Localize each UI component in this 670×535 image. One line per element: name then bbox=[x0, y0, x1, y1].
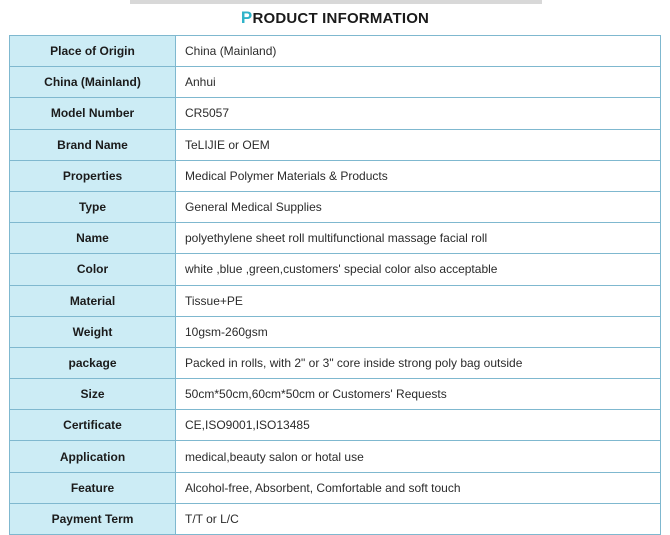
table-row bbox=[10, 160, 661, 191]
row-label: Size bbox=[10, 379, 176, 410]
top-divider-strip bbox=[130, 0, 542, 4]
row-label: Model Number bbox=[10, 98, 176, 129]
row-value: Medical Polymer Materials & Products bbox=[176, 160, 661, 191]
table-row bbox=[10, 347, 661, 378]
row-label: Material bbox=[10, 285, 176, 316]
row-value: CE,ISO9001,ISO13485 bbox=[176, 410, 661, 441]
row-label: China (Mainland) bbox=[10, 67, 176, 98]
table-row bbox=[10, 67, 661, 98]
row-label: Payment Term bbox=[10, 503, 176, 534]
row-value: General Medical Supplies bbox=[176, 191, 661, 222]
table-row bbox=[10, 379, 661, 410]
table-row bbox=[10, 36, 661, 67]
row-label: package bbox=[10, 347, 176, 378]
table-row bbox=[10, 441, 661, 472]
row-label: Color bbox=[10, 254, 176, 285]
row-label: Place of Origin bbox=[10, 36, 176, 67]
row-value: Anhui bbox=[176, 67, 661, 98]
table-row bbox=[10, 98, 661, 129]
row-value: CR5057 bbox=[176, 98, 661, 129]
table-row bbox=[10, 254, 661, 285]
table-body bbox=[10, 36, 661, 535]
row-value: China (Mainland) bbox=[176, 36, 661, 67]
row-label: Weight bbox=[10, 316, 176, 347]
row-value: Tissue+PE bbox=[176, 285, 661, 316]
page-title-text: RODUCT INFORMATION bbox=[252, 10, 430, 27]
table-row bbox=[10, 472, 661, 503]
row-value: Alcohol-free, Absorbent, Comfortable and soft touch bbox=[176, 472, 661, 503]
table-row bbox=[10, 410, 661, 441]
row-label: Type bbox=[10, 191, 176, 222]
table-row bbox=[10, 191, 661, 222]
page-title-initial: P bbox=[240, 8, 253, 27]
product-specification-table bbox=[9, 35, 661, 535]
row-value: TeLIJIE or OEM bbox=[176, 129, 661, 160]
page-title bbox=[0, 0, 670, 35]
row-label: Certificate bbox=[10, 410, 176, 441]
row-value: 10gsm-260gsm bbox=[176, 316, 661, 347]
table-row bbox=[10, 223, 661, 254]
row-value: 50cm*50cm,60cm*50cm or Customers' Requests bbox=[176, 379, 661, 410]
row-label: Application bbox=[10, 441, 176, 472]
row-value: white ,blue ,green,customers' special color also acceptable bbox=[176, 254, 661, 285]
row-label: Properties bbox=[10, 160, 176, 191]
table-row bbox=[10, 316, 661, 347]
row-value: medical,beauty salon or hotal use bbox=[176, 441, 661, 472]
row-value: T/T or L/C bbox=[176, 503, 661, 534]
row-value: polyethylene sheet roll multifunctional massage facial roll bbox=[176, 223, 661, 254]
table-row bbox=[10, 129, 661, 160]
row-value: Packed in rolls, with 2" or 3" core inside strong poly bag outside bbox=[176, 347, 661, 378]
row-label: Brand Name bbox=[10, 129, 176, 160]
row-label: Feature bbox=[10, 472, 176, 503]
table-row bbox=[10, 285, 661, 316]
row-label: Name bbox=[10, 223, 176, 254]
